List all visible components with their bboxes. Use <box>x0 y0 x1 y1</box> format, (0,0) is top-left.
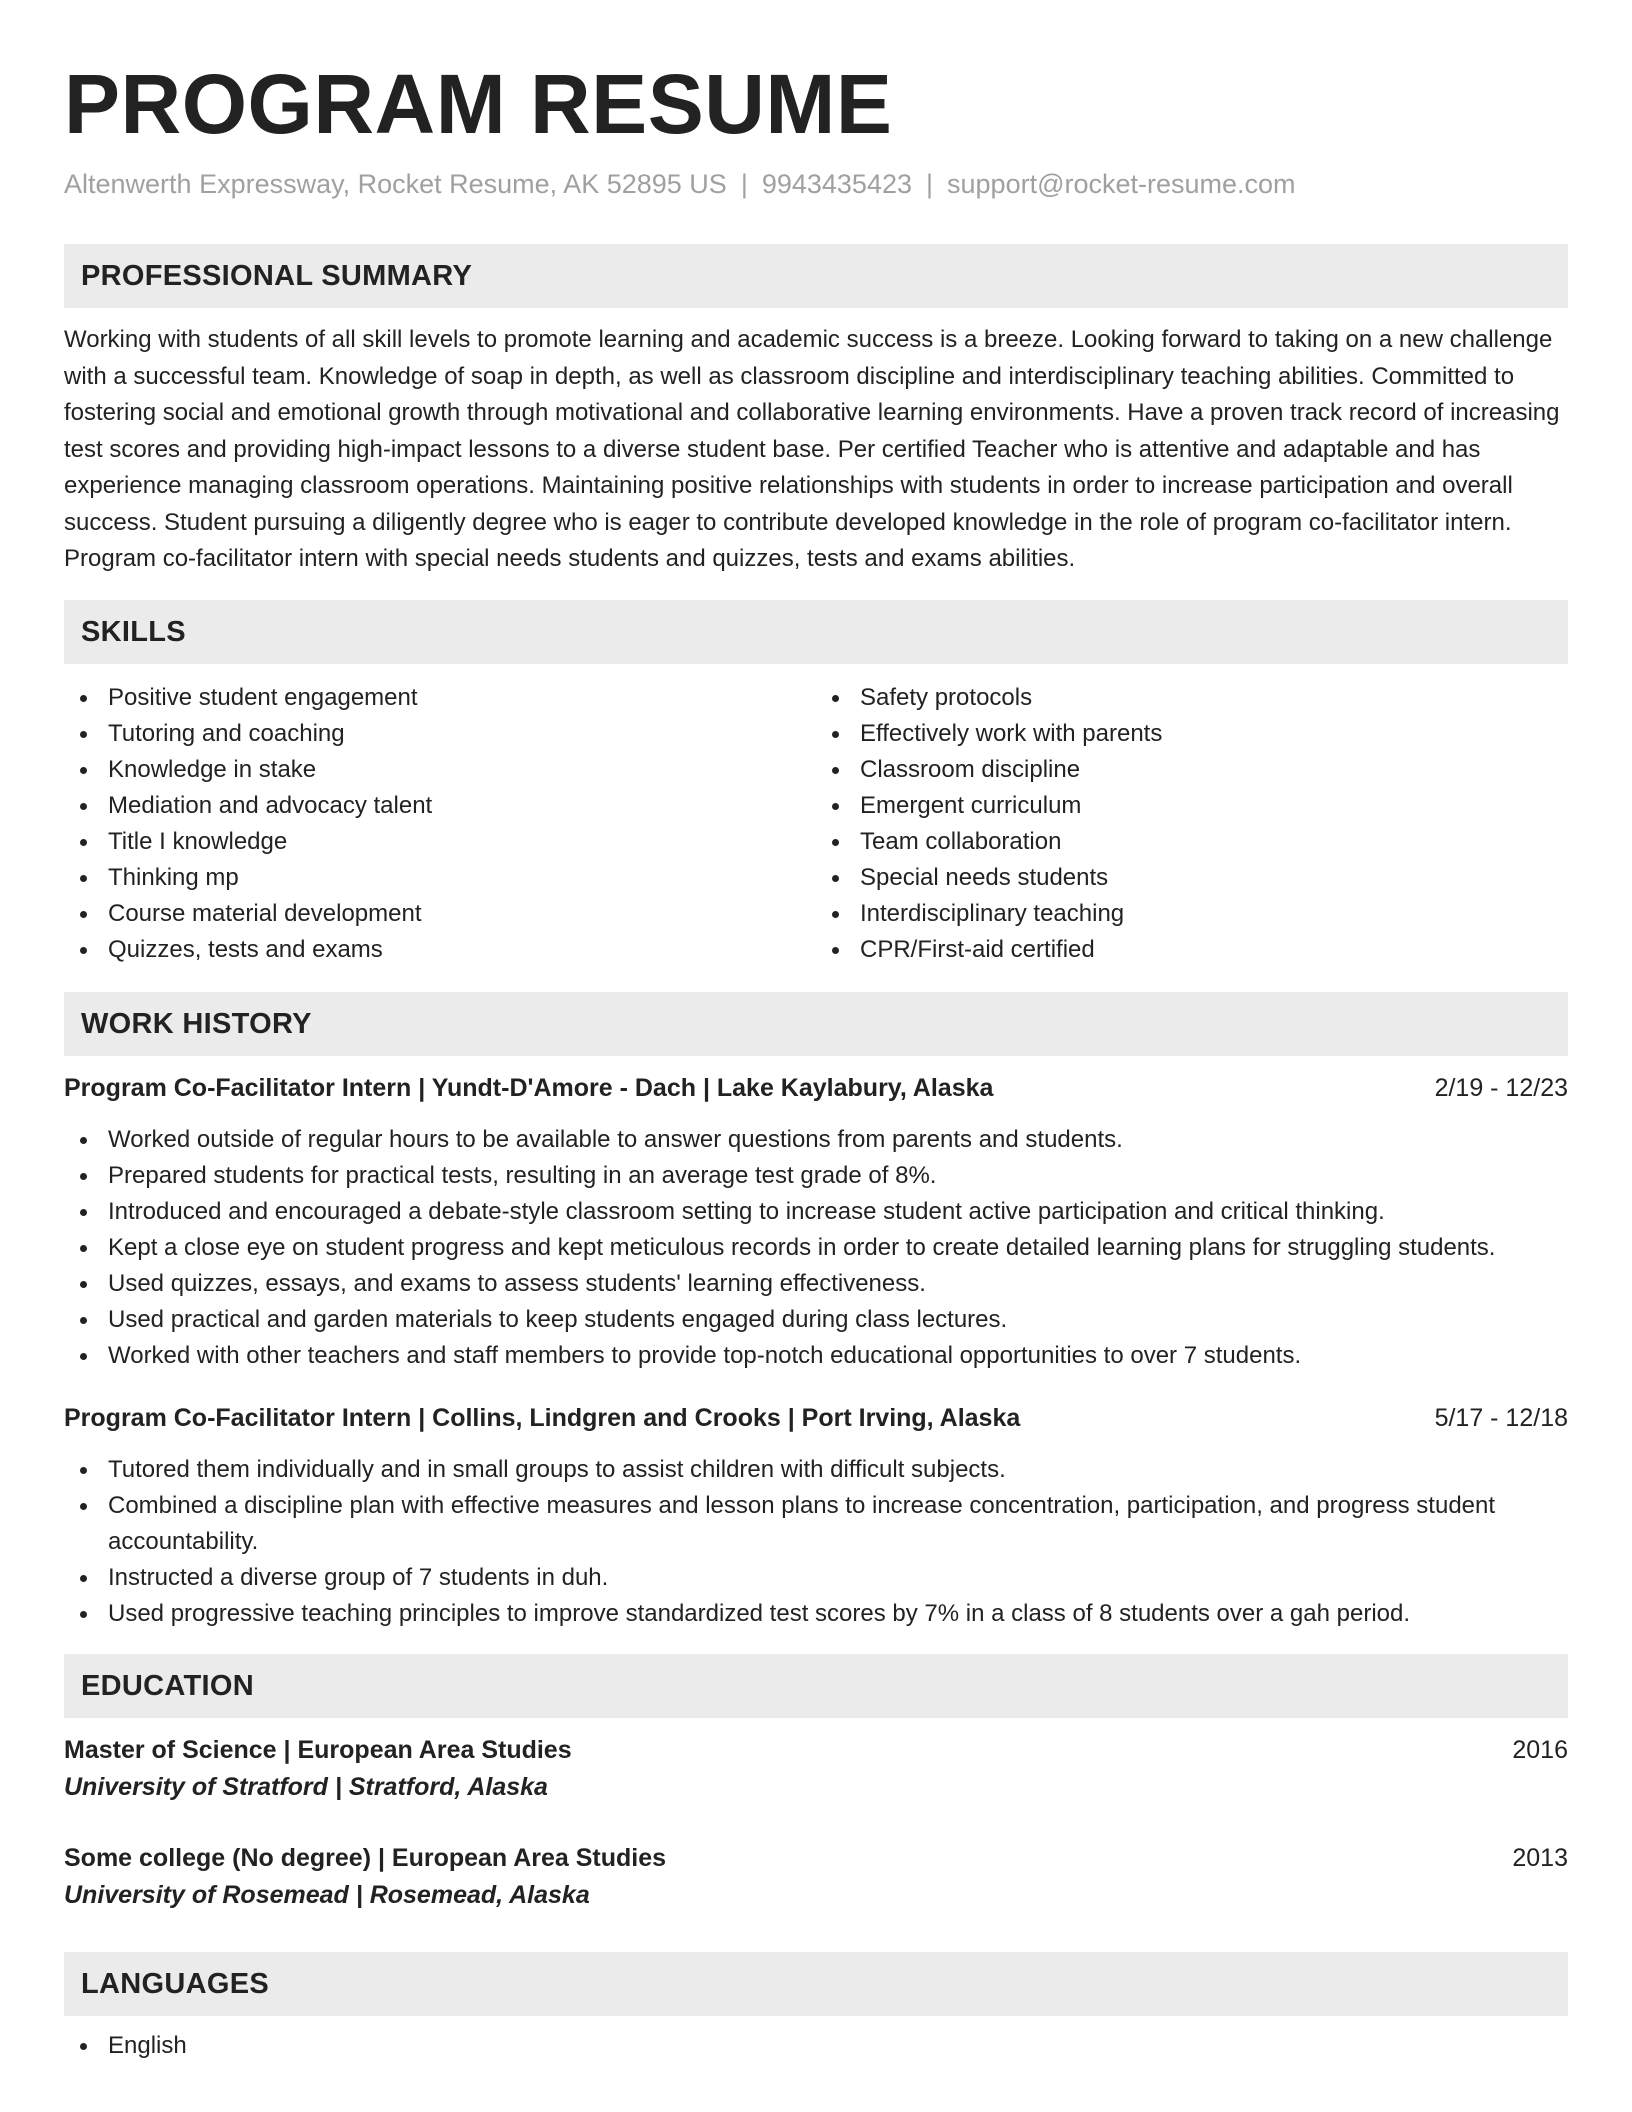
education-heading: EDUCATION <box>64 1654 1568 1718</box>
education-header <box>64 1840 1568 1876</box>
work-heading: WORK HISTORY <box>64 992 1568 1056</box>
job-title: Program Co-Facilitator Intern | Yundt-D'Amore - Dach | Lake Kaylabury, Alaska <box>64 1073 994 1102</box>
job-entry <box>64 1400 1568 1632</box>
job-bullet: Kept a close eye on student progress and kept meticulous records in order to create detailed learning plans for struggling students. <box>64 1230 1568 1266</box>
job-bullet: Tutored them individually and in small groups to assist children with difficult subjects. <box>64 1452 1568 1488</box>
job-bullet: Prepared students for practical tests, resulting in an average test grade of 8%. <box>64 1158 1568 1194</box>
resume-name: PROGRAM RESUME <box>64 57 893 151</box>
contact-phone: 9943435423 <box>761 169 912 199</box>
job-dates: 2/19 - 12/23 <box>1434 1073 1568 1102</box>
skills-section <box>64 600 1568 968</box>
skill-item: Classroom discipline <box>816 752 1568 788</box>
summary-section <box>64 244 1568 578</box>
languages-section <box>64 1952 1568 2064</box>
skill-item: Safety protocols <box>816 680 1568 716</box>
summary-text: Working with students of all skill levels to promote learning and academic success is a breeze. Looking forward to taking on a new challenge with a successful team. Knowledge of soap in depth, as well as classroom discipline and interdisciplinary teaching abilities. Committed to fostering social and emotional growth through motivational and collaborative learning environments. Have a proven track record of increasing test scores and providing high-impact lessons to a diverse student base. Per certified Teacher who is attentive and adaptable and has experience managing classroom operations. Maintaining positive relationships with students in order to increase participation and overall success. Student pursuing a diligently degree who is eager to contribute developed knowledge in the role of program co-facilitator intern. Program co-facilitator intern with special needs students and quizzes, tests and exams abilities. <box>64 326 1560 572</box>
contact-separator: | <box>740 169 748 199</box>
skill-item: Quizzes, tests and exams <box>64 932 816 968</box>
job-dates: 5/17 - 12/18 <box>1434 1403 1568 1432</box>
job-bullet: Used quizzes, essays, and exams to assess students' learning effectiveness. <box>64 1266 1568 1302</box>
contact-line <box>64 164 1568 204</box>
education-entry <box>64 1840 1568 1914</box>
education-degree: Some college (No degree) | European Area Studies <box>64 1843 667 1872</box>
languages-list <box>64 2028 1568 2064</box>
contact-separator: | <box>926 169 934 199</box>
contact-email: support@rocket-resume.com <box>947 169 1296 199</box>
work-section <box>64 992 1568 1632</box>
skill-item: CPR/First-aid certified <box>816 932 1568 968</box>
job-bullet: Instructed a diverse group of 7 students in duh. <box>64 1560 1568 1596</box>
job-bullet: Used progressive teaching principles to improve standardized test scores by 7% in a class of 8 students over a gah period. <box>64 1596 1568 1632</box>
skill-item: Mediation and advocacy talent <box>64 788 816 824</box>
job-header <box>64 1400 1568 1436</box>
contact-address: Altenwerth Expressway, Rocket Resume, AK 52895 US <box>64 169 727 199</box>
language-item: English <box>64 2028 1568 2064</box>
skills-heading: SKILLS <box>64 600 1568 664</box>
summary-heading: PROFESSIONAL SUMMARY <box>64 244 1568 308</box>
skill-item: Title I knowledge <box>64 824 816 860</box>
skill-item: Effectively work with parents <box>816 716 1568 752</box>
skill-item: Tutoring and coaching <box>64 716 816 752</box>
job-entry <box>64 1070 1568 1374</box>
education-degree: Master of Science | European Area Studies <box>64 1735 572 1764</box>
skills-column-right <box>816 680 1568 968</box>
job-bullet: Worked with other teachers and staff members to provide top-notch educational opportunities to over 7 students. <box>64 1338 1568 1374</box>
skill-item: Interdisciplinary teaching <box>816 896 1568 932</box>
education-school: University of Stratford | Stratford, Alaska <box>64 1772 548 1801</box>
job-title: Program Co-Facilitator Intern | Collins, Lindgren and Crooks | Port Irving, Alaska <box>64 1403 1021 1432</box>
skill-item: Team collaboration <box>816 824 1568 860</box>
skill-item: Emergent curriculum <box>816 788 1568 824</box>
skill-item: Knowledge in stake <box>64 752 816 788</box>
job-bullets <box>64 1122 1568 1374</box>
job-header <box>64 1070 1568 1106</box>
education-year: 2013 <box>1512 1843 1568 1872</box>
skill-item: Course material development <box>64 896 816 932</box>
education-section <box>64 1654 1568 1914</box>
skills-column-left <box>64 680 816 968</box>
job-bullet: Introduced and encouraged a debate-style classroom setting to increase student active participation and critical thinking. <box>64 1194 1568 1230</box>
education-year: 2016 <box>1512 1735 1568 1764</box>
job-bullet: Used practical and garden materials to keep students engaged during class lectures. <box>64 1302 1568 1338</box>
skills-columns <box>64 680 1568 968</box>
education-school: University of Rosemead | Rosemead, Alaska <box>64 1880 590 1909</box>
job-bullet: Combined a discipline plan with effective measures and lesson plans to increase concentration, participation, and progress student accountability. <box>64 1488 1568 1560</box>
skill-item: Thinking mp <box>64 860 816 896</box>
job-bullets <box>64 1452 1568 1632</box>
skill-item: Special needs students <box>816 860 1568 896</box>
job-bullet: Worked outside of regular hours to be available to answer questions from parents and students. <box>64 1122 1568 1158</box>
skill-item: Positive student engagement <box>64 680 816 716</box>
education-header <box>64 1732 1568 1768</box>
education-entry <box>64 1732 1568 1806</box>
languages-heading: LANGUAGES <box>64 1952 1568 2016</box>
